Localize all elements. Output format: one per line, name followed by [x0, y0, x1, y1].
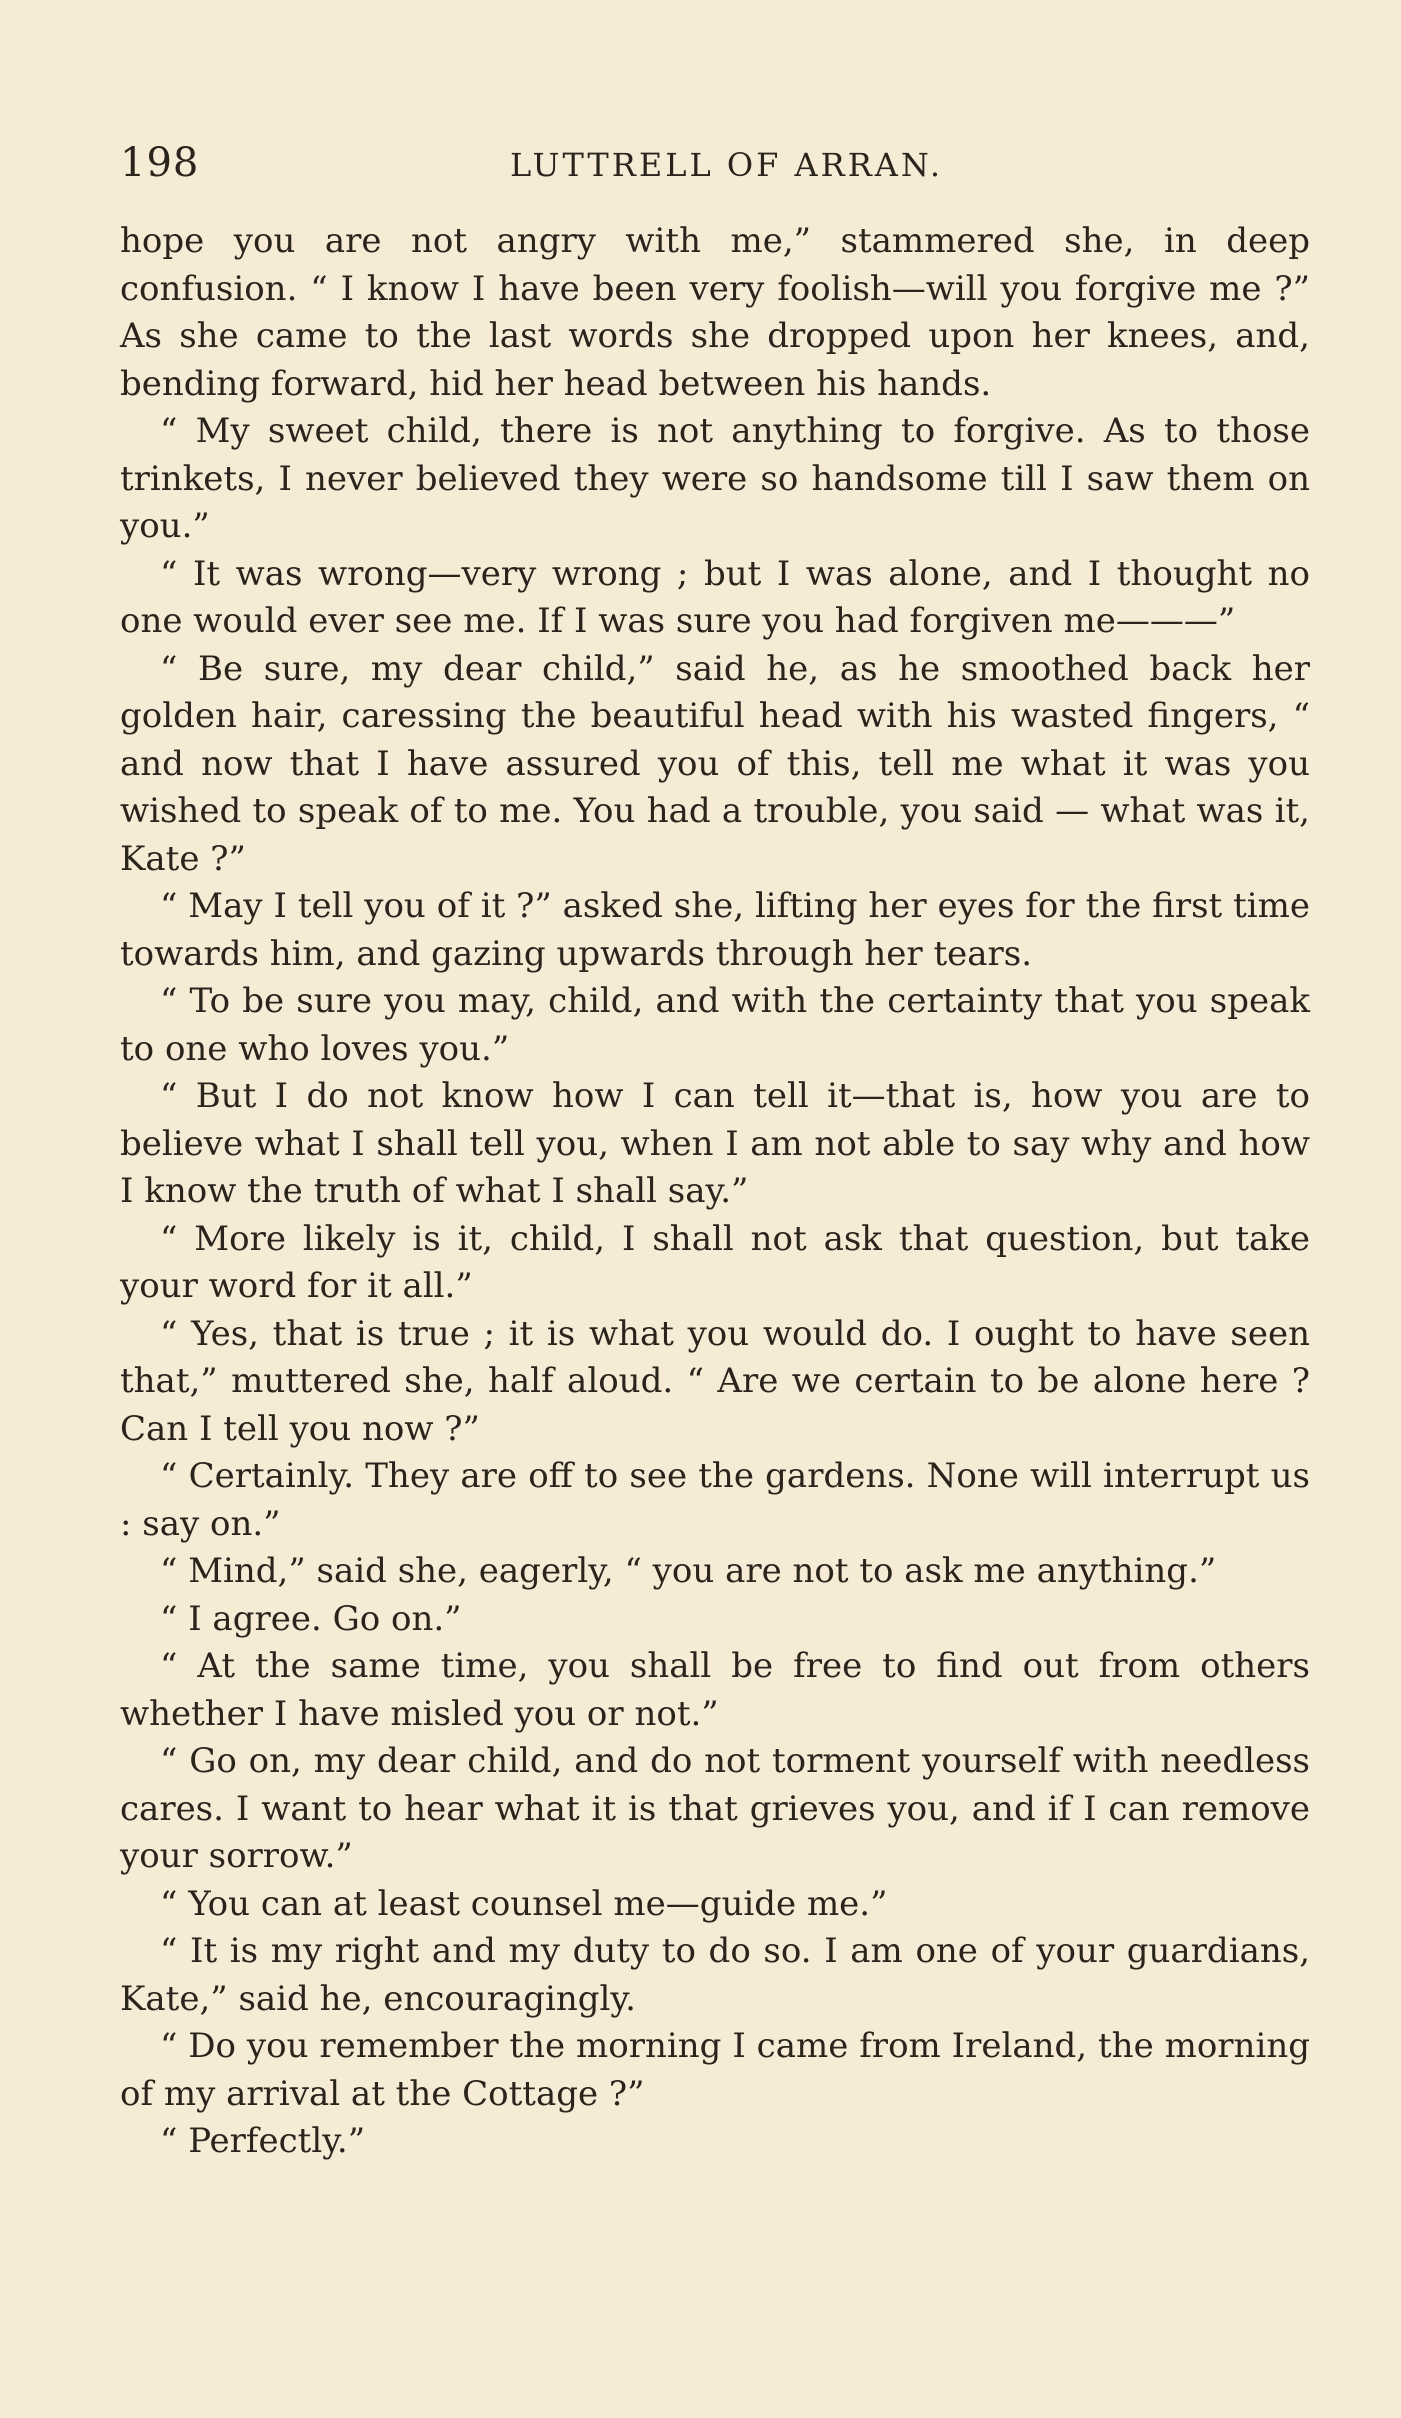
paragraph: “ To be sure you may, child, and with the certainty that you speak to one who loves you.” [120, 981, 1310, 1069]
paragraph: “ More likely is it, child, I shall not ask that question, but take your word for it all.” [120, 1218, 1310, 1306]
paragraph: “ Yes, that is true ; it is what you would do. I ought to have seen that,” muttered she, half aloud. “ Are we certain to be alone here ? Can I tell you now ?” [120, 1313, 1310, 1449]
paragraph: “ Mind,” said she, eagerly, “ you are not to ask me anything.” [160, 1551, 1217, 1591]
paragraph: “ It was wrong—very wrong ; but I was alone, and I thought no one would ever see me. If I was sure you had forgiven me———” [120, 553, 1310, 641]
paragraph: hope you are not angry with me,” stammered she, in deep confusion. “ I know I have been very foolish—will you forgive me ?” As she came to the last words she dropped upon her knees, and, bending forward, hid her head between his hands. [120, 221, 1310, 404]
running-title: LUTTRELL OF ARRAN. [510, 146, 944, 184]
paragraph: “ My sweet child, there is not anything to forgive. As to those trinkets, I never believed they were so handsome till I saw them on you.” [120, 411, 1310, 546]
body-text [120, 218, 1310, 2166]
paragraph: “ It is my right and my duty to do so. I am one of your guardians, Kate,” said he, encouragingly. [120, 1931, 1310, 2019]
paragraph: “ May I tell you of it ?” asked she, lifting her eyes for the first time towards him, and gazing upwards through her tears. [120, 886, 1310, 974]
paragraph: “ Do you remember the morning I came from Ireland, the morning of my arrival at the Cottage ?” [120, 2026, 1310, 2114]
paragraph: “ At the same time, you shall be free to find out from others whether I have misled you or not.” [120, 1646, 1310, 1734]
paragraph: “ But I do not know how I can tell it—that is, how you are to believe what I shall tell you, when I am not able to say why and how I know the truth of what I shall say.” [120, 1076, 1310, 1211]
paragraph: “ You can at least counsel me—guide me.” [160, 1883, 888, 1924]
page-number: 198 [120, 140, 200, 186]
page-header [120, 140, 1310, 190]
paragraph: “ Go on, my dear child, and do not torment yourself with needless cares. I want to hear what it is that grieves you, and if I can remove your sorrow.” [120, 1741, 1310, 1876]
paragraph: “ Perfectly.” [160, 2121, 366, 2161]
paragraph: “ I agree. Go on.” [160, 1598, 462, 1639]
paragraph: “ Be sure, my dear child,” said he, as he smoothed back her golden hair, caressing the beautiful head with his wasted fingers, “ and now that I have assured you of this, tell me what it was you wished to speak of to me. You had a trouble, you said — what was it, Kate ?” [120, 648, 1310, 879]
paragraph: “ Certainly. They are off to see the gardens. None will interrupt us : say on.” [120, 1456, 1310, 1544]
